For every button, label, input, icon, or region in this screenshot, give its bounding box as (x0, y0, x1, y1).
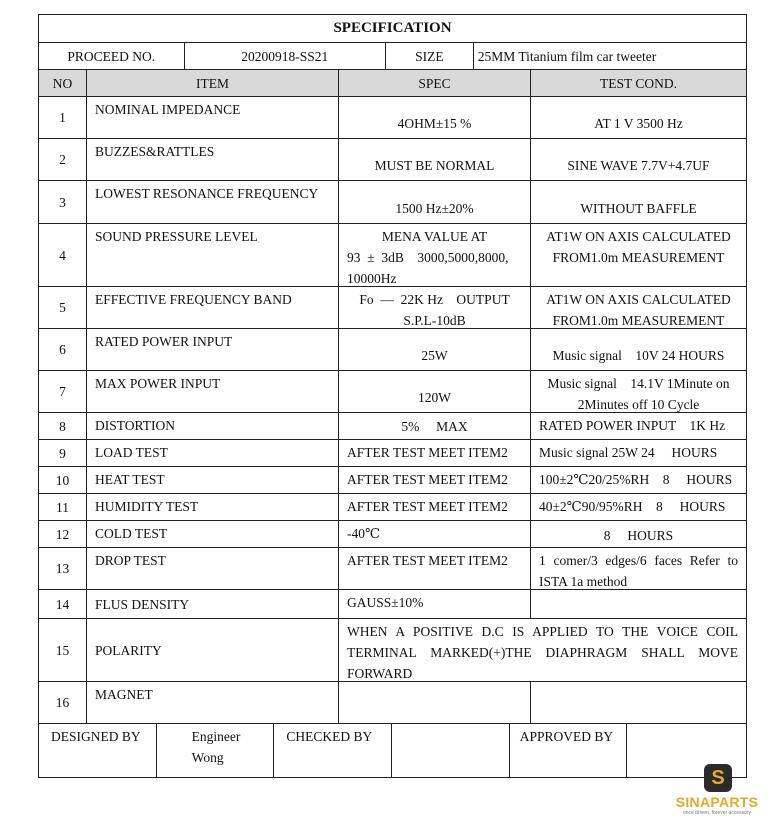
table-row (39, 371, 746, 413)
row-spec: GAUSS±10% (339, 590, 531, 618)
polarity-line: WHEN A POSITIVE D.C IS APPLIED TO THE VOICE COIL (347, 624, 738, 639)
header-spec: SPEC (339, 70, 531, 96)
row-test-cond (531, 682, 746, 723)
row-test-cond (531, 548, 746, 589)
row-item: BUZZES&RATTLES (87, 139, 339, 180)
row-number: 2 (39, 139, 87, 180)
logo-wordmark: SINAPARTS (675, 794, 759, 810)
row-spec: -40℃ (339, 521, 531, 547)
table-row (39, 521, 746, 548)
row-number: 12 (39, 521, 87, 547)
row-item: HUMIDITY TEST (87, 494, 339, 520)
test-line: FROM1.0m MEASUREMENT (552, 313, 725, 328)
row-item: POLARITY (87, 619, 339, 681)
polarity-line: TERMINAL MARKED(+)THE DIAPHRAGM SHALL MOVE (347, 645, 738, 660)
spec-line: Fo — 22K Hz OUTPUT (359, 292, 510, 307)
proceed-value: 20200918-SS21 (185, 43, 386, 69)
row-spec: AFTER TEST MEET ITEM2 (339, 494, 531, 520)
row-test-cond (531, 224, 746, 286)
row-item: NOMINAL IMPEDANCE (87, 97, 339, 138)
row-test-cond (531, 287, 746, 328)
row-item: DROP TEST (87, 548, 339, 589)
table-row (39, 413, 746, 440)
table-row (39, 619, 746, 682)
spec-line: 93 ± 3dB 3000,5000,8000, (347, 250, 509, 265)
row-item: HEAT TEST (87, 467, 339, 493)
signature-row (39, 724, 746, 777)
size-value: 25MM Titanium film car tweeter (477, 48, 657, 64)
table-row (39, 440, 746, 467)
row-test-cond (531, 590, 746, 618)
row-test-cond: Music signal 25W 24 HOURS (539, 445, 718, 460)
row-item: FLUS DENSITY (87, 590, 339, 618)
row-number: 10 (39, 467, 87, 493)
test-line: 1 comer/3 edges/6 faces Refer to (539, 553, 738, 568)
row-spec: 1500 Hz±20% (339, 181, 531, 223)
header-no: NO (39, 70, 87, 96)
row-number: 8 (39, 413, 87, 439)
row-spec (339, 224, 531, 286)
row-spec: AFTER TEST MEET ITEM2 (339, 467, 531, 493)
checked-by-label: CHECKED BY (274, 724, 392, 777)
row-test-cond: WITHOUT BAFFLE (580, 200, 697, 216)
row-spec (339, 682, 531, 723)
table-row (39, 139, 746, 181)
row-test-cond: Music signal 10V 24 HOURS (552, 348, 725, 363)
test-line: FROM1.0m MEASUREMENT (552, 250, 725, 265)
row-item: COLD TEST (87, 521, 339, 547)
row-spec: 5% MAX (339, 413, 531, 439)
row-number: 5 (39, 287, 87, 328)
polarity-line: FORWARD (347, 666, 413, 681)
row-number: 16 (39, 682, 87, 723)
sheet-title: SPECIFICATION (39, 15, 746, 43)
row-test-cond: SINE WAVE 7.7V+4.7UF (567, 158, 710, 173)
logo-s-icon: S (704, 764, 732, 792)
row-spec: 4OHM±15 % (339, 97, 531, 138)
row-number: 6 (39, 329, 87, 370)
row-spec: AFTER TEST MEET ITEM2 (339, 548, 531, 589)
row-item: MAGNET (87, 682, 339, 723)
table-row (39, 682, 746, 724)
row-test-cond: 100±2℃20/25%RH 8 HOURS (539, 472, 733, 487)
spec-line: S.P.L-10dB (403, 313, 466, 328)
row-test-cond: RATED POWER INPUT 1K Hz (539, 418, 726, 433)
row-test-cond: AT 1 V 3500 Hz (594, 116, 683, 131)
spec-line: 10000Hz (347, 271, 397, 286)
table-row (39, 224, 746, 287)
table-row (39, 329, 746, 371)
table-row (39, 548, 746, 590)
designer-line: Engineer (191, 729, 241, 744)
table-row (39, 494, 746, 521)
row-spec: MUST BE NORMAL (339, 139, 531, 180)
proceed-label: PROCEED NO. (39, 43, 185, 69)
row-item: DISTORTION (87, 413, 339, 439)
row-spec: AFTER TEST MEET ITEM2 (339, 440, 531, 466)
approved-by-label: APPROVED BY (510, 724, 628, 777)
row-spec (339, 287, 531, 328)
table-row (39, 590, 746, 619)
row-number: 3 (39, 181, 87, 223)
row-item: SOUND PRESSURE LEVEL (87, 224, 339, 286)
checked-by-value (392, 724, 510, 777)
row-number: 4 (39, 224, 87, 286)
row-spec-merged (339, 619, 746, 681)
row-test-cond: 40±2℃90/95%RH 8 HOURS (539, 499, 726, 514)
specification-sheet (38, 14, 747, 778)
size-label: SIZE (386, 43, 474, 69)
meta-row (39, 43, 746, 70)
test-line: Music signal 14.1V 1Minute on (547, 376, 730, 391)
sinaparts-logo (672, 764, 762, 818)
row-number: 15 (39, 619, 87, 681)
header-item: ITEM (87, 70, 339, 96)
row-item: RATED POWER INPUT (87, 329, 339, 370)
row-number: 13 (39, 548, 87, 589)
test-line: 2Minutes off 10 Cycle (577, 397, 700, 412)
row-item: EFFECTIVE FREQUENCY BAND (87, 287, 339, 328)
row-number: 14 (39, 590, 87, 618)
spec-line: MENA VALUE AT (381, 229, 488, 244)
row-number: 7 (39, 371, 87, 412)
test-line: AT1W ON AXIS CALCULATED (546, 229, 731, 244)
column-header-row (39, 70, 746, 97)
row-item: LOAD TEST (87, 440, 339, 466)
row-item: MAX POWER INPUT (87, 371, 339, 412)
row-number: 1 (39, 97, 87, 138)
test-line: AT1W ON AXIS CALCULATED (546, 292, 731, 307)
row-test-cond: 8 HOURS (603, 527, 674, 543)
row-number: 9 (39, 440, 87, 466)
row-spec: 25W (339, 329, 531, 370)
table-row (39, 181, 746, 224)
test-line: ISTA 1a method (539, 574, 628, 589)
header-test-cond: TEST COND. (599, 75, 677, 91)
designed-by-value (157, 724, 275, 777)
row-test-cond (531, 371, 746, 412)
logo-tagline: once driven. forever accessory (682, 810, 752, 816)
table-row (39, 287, 746, 329)
table-row (39, 97, 746, 139)
row-number: 11 (39, 494, 87, 520)
designed-by-label: DESIGNED BY (39, 724, 157, 777)
row-item: LOWEST RESONANCE FREQUENCY (87, 181, 339, 223)
table-row (39, 467, 746, 494)
designer-line: Wong (191, 750, 224, 765)
row-spec: 120W (339, 371, 531, 412)
